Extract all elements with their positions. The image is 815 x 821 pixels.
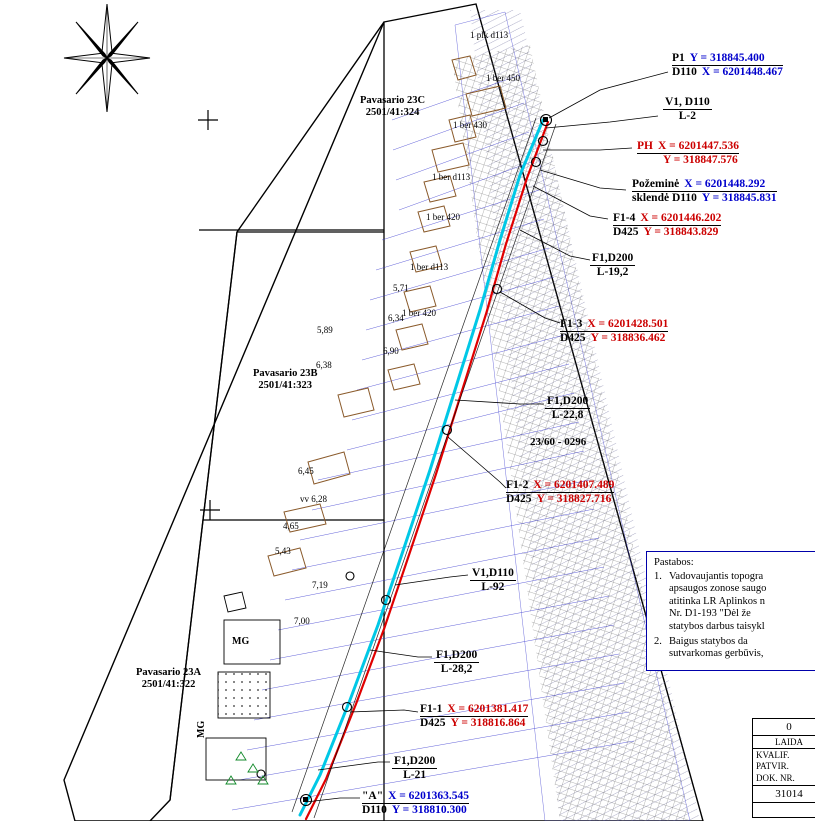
coord-x: X = 6201448.467 [701,65,783,78]
map-note: 4,65 [283,521,299,531]
map-note: 6,34 [388,313,404,323]
notes-box [646,551,815,671]
coord-callout-f1-4 [613,212,721,239]
map-label-mg-1: MG [232,636,250,647]
note-text [669,636,814,661]
map-note: 6,38 [316,360,332,370]
coord-id: F1-1 [420,703,443,715]
parcel-name: Pavasario 23A [136,667,202,678]
note-line: Baigus statybos da [669,635,748,647]
map-note: 1 ber 420 [402,308,436,318]
pipe-length: L-92 [481,580,505,593]
pipe-type: F1,D200 [592,252,634,264]
coord-callout-f1-3 [560,318,668,345]
coord-y: Y = 318845.400 [689,52,765,64]
note-line: statybos darbus taisykl [669,620,765,632]
note-line: sutvarkomas gerbūvis, [669,648,764,660]
coord-y: Y = 318836.462 [590,331,666,344]
pipe-type: F1,D200 [547,395,589,407]
coord-id: F1-4 [613,212,636,224]
map-note: 5,89 [317,325,333,335]
pipe-type: F1,D200 [394,755,436,767]
title-block-rows [753,749,815,786]
parcel-name: Pavasario 23B [253,368,318,379]
coord-id: "A" [362,790,384,802]
note-item [654,571,814,633]
map-note: 1 plk d113 [470,30,509,40]
doc-number: 31014 [753,786,815,803]
note-line: Vadovaujantis topogra [669,571,764,582]
parcel-label-23a [136,667,201,691]
coord-x: X = 6201448.292 [684,178,766,190]
coord-id: F1-3 [560,318,583,330]
pipe-length: L-21 [403,768,427,781]
parcel-code: 2501/41:322 [141,678,196,690]
row-patvir: PATVIR. [756,761,789,772]
coord-y: Y = 318847.576 [663,153,738,166]
map-note: 7,00 [294,616,310,626]
coord-x: X = 6201446.202 [640,212,722,224]
coord-callout-a [362,790,469,817]
map-note: 1 ber d113 [432,172,471,182]
coord-callout-ph [637,140,739,167]
map-note: 5,43 [275,546,291,556]
parcel-code: 2501/41:324 [365,106,420,118]
pipe-type: V1, D110 [665,96,710,108]
coord-x: X = 6201428.501 [587,318,669,330]
coord-callout-f1-2 [506,479,614,506]
coord-y: Y = 318845.831 [701,191,777,204]
parcel-code: 2501/41:323 [258,379,313,391]
coord-id2: D425 [506,492,532,505]
map-note: 1 ber 420 [426,212,460,222]
title-block [752,718,815,818]
pipe-label-f1-l21 [392,755,437,782]
map-note: vv 6,28 [300,494,327,504]
map-label-mg-2: MG [196,720,207,738]
pipe-length: L-19,2 [596,265,629,278]
coord-id2: D425 [613,225,639,238]
pipe-length: L-22,8 [551,408,584,421]
map-note: 5,71 [393,283,409,293]
note-item [654,636,814,661]
map-note: 1 ber 430 [453,120,487,130]
pipe-label-f1-l282 [434,649,479,676]
map-note: 6,45 [298,466,314,476]
pipe-length: L-28,2 [440,662,473,675]
revision-value: 0 [753,719,815,736]
coord-x: X = 6201447.536 [657,140,739,152]
note-text [669,571,814,633]
notes-heading: Pastabos: [654,557,694,568]
pipe-type: F1,D200 [436,649,478,661]
coord-x: X = 6201381.417 [447,703,529,715]
map-note: 7,19 [312,580,328,590]
pipe-label-v1-l2 [663,96,712,123]
coord-callout-p1 [672,52,783,79]
parcel-label-23c [360,95,425,119]
north-arrow-icon [62,2,152,114]
note-number: 2. [654,635,662,647]
row-doknr: DOK. NR. [756,772,795,783]
coord-x: X = 6201363.545 [388,790,470,802]
coord-id2: D425 [420,716,446,729]
coord-id2: D110 [362,803,387,816]
notes-list [654,571,814,661]
coord-id2: D425 [560,331,586,344]
map-note: 6,90 [383,346,399,356]
parcel-name: Pavasario 23C [360,95,426,106]
note-line: apsaugos zonose saugo [669,583,767,595]
coord-id2: D110 [672,65,697,78]
pipe-length: L-2 [678,109,696,122]
pipe-type: V1,D110 [472,567,514,579]
coord-id2: sklendė D110 [632,191,697,204]
pipe-label-f1-l192 [590,252,635,279]
coord-callout-pozemine-sklende [632,178,777,205]
pipe-label-v1-l92 [470,567,516,594]
parcel-label-23b [253,368,317,392]
row-kvalif: KVALIF. [756,750,790,760]
coord-y: Y = 318843.829 [643,225,719,238]
coord-y: Y = 318810.300 [391,803,467,816]
coord-y: Y = 318827.716 [536,492,612,505]
coord-id: Požeminė [632,178,680,190]
map-note: 1 ber d113 [410,262,449,272]
coord-callout-f1-1 [420,703,528,730]
coord-id: PH [637,140,653,152]
map-note: 1 ber 450 [486,73,520,83]
note-line: Nr. D1-193 "Dėl že [669,608,751,620]
coord-y: Y = 318816.864 [450,716,526,729]
revision-label: LAIDA [753,736,815,749]
plan-code-label: 23/60 - 0296 [530,436,587,448]
coord-id: P1 [672,52,685,64]
note-line: atitinka LR Aplinkos n [669,595,765,607]
coord-x: X = 6201407.489 [533,479,615,491]
note-number: 1. [654,571,662,582]
pipe-label-f1-l228 [545,395,590,422]
coord-id: F1-2 [506,479,529,491]
